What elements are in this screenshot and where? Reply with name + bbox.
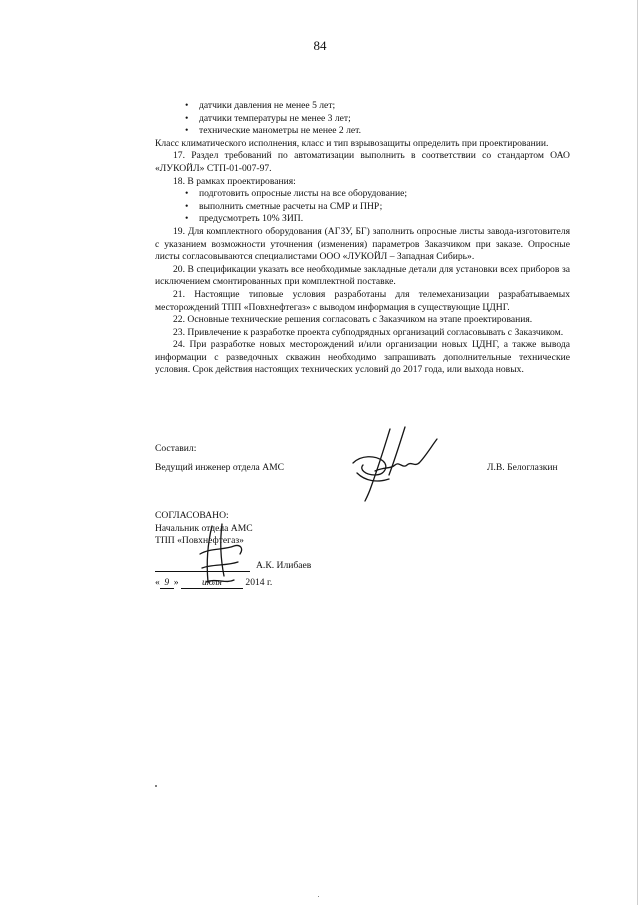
paragraph-19: 19. Для комплектного оборудования (АГЗУ, БГ) заполнить опросные листы завода-изготовителя с указанием возможности уточнения (изменения) параметров Заказчиком при заказе. Опросные листы согласовываются специалистами ООО «ЛУКОЙЛ – Западная Сибирь». [155, 225, 570, 263]
scan-edge-line [637, 0, 638, 905]
signature-line [155, 560, 250, 572]
date-quote-close: » [173, 577, 179, 588]
paragraph-18: 18. В рамках проектирования: [173, 175, 296, 187]
list-item: • датчики давления не менее 5 лет; [185, 100, 570, 113]
list-item: • подготовить опросные листы на все оборудование; [185, 188, 570, 201]
signer-position: Ведущий инженер отдела АМС [155, 462, 285, 473]
date-day: 9 [160, 577, 174, 589]
document-body [155, 100, 570, 377]
approval-date [155, 577, 272, 589]
approver-organization: ТПП «Повхнефтегаз» [155, 535, 244, 546]
bullet-list-design-tasks [155, 188, 570, 226]
signer-name: Л.В. Белоглазкин [487, 462, 558, 473]
page-number: 84 [313, 38, 327, 53]
paragraph-22: 22. Основные технические решения согласовать с Заказчиком на этапе проектирования. [173, 314, 533, 326]
list-item: • технические манометры не менее 2 лет. [185, 125, 570, 138]
paragraph-21: 21. Настоящие типовые условия разработаны для телемеханизации разрабатываемых месторождений ТПП «Повхнефтегаз» с выводом информация в существующие ЦДНГ. [155, 288, 570, 313]
paragraph-17: 17. Раздел требований по автоматизации выполнить в соответствии со стандартом ОАО «ЛУКОЙЛ» СТП-01-007-97. [155, 150, 570, 174]
date-quote-open: « [155, 577, 160, 588]
date-month: июля [181, 577, 243, 589]
paragraph-24: 24. При разработке новых месторождений и/или организации новых ЦДНГ, а также вывода информации с разведочных скважин необходимо запрашивать дополнительные технические условия. Срок действия настоящих технических условий до 2017 года, или выхода новых. [155, 339, 570, 376]
paragraph-climate-class: Класс климатического исполнения, класс и тип взрывозащиты определить при проектировании. [155, 137, 549, 149]
list-item: • датчики температуры не менее 3 лет; [185, 113, 570, 126]
approved-label: СОГЛАСОВАНО: [155, 510, 229, 521]
date-year: 2014 г. [245, 577, 273, 588]
list-item: • предусмотреть 10% ЗИП. [185, 213, 570, 226]
list-item: • выполнить сметные расчеты на СМР и ПНР; [185, 201, 570, 214]
scan-speck [155, 785, 157, 787]
signature-image [345, 425, 445, 505]
paragraph-20: 20. В спецификации указать все необходимые закладные детали для установки всех приборов за исключением смонтированных при комплектной поставке. [155, 263, 570, 288]
approver-position: Начальник отдела АМС [155, 522, 253, 534]
scan-speck [318, 896, 319, 897]
compiled-by-label: Составил: [155, 443, 197, 454]
bullet-list-service-life [155, 100, 570, 138]
paragraph-23: 23. Привлечение к разработке проекта субподрядных организаций согласовывать с Заказчиком. [173, 326, 564, 338]
approver-name: А.К. Илибаев [256, 560, 312, 571]
